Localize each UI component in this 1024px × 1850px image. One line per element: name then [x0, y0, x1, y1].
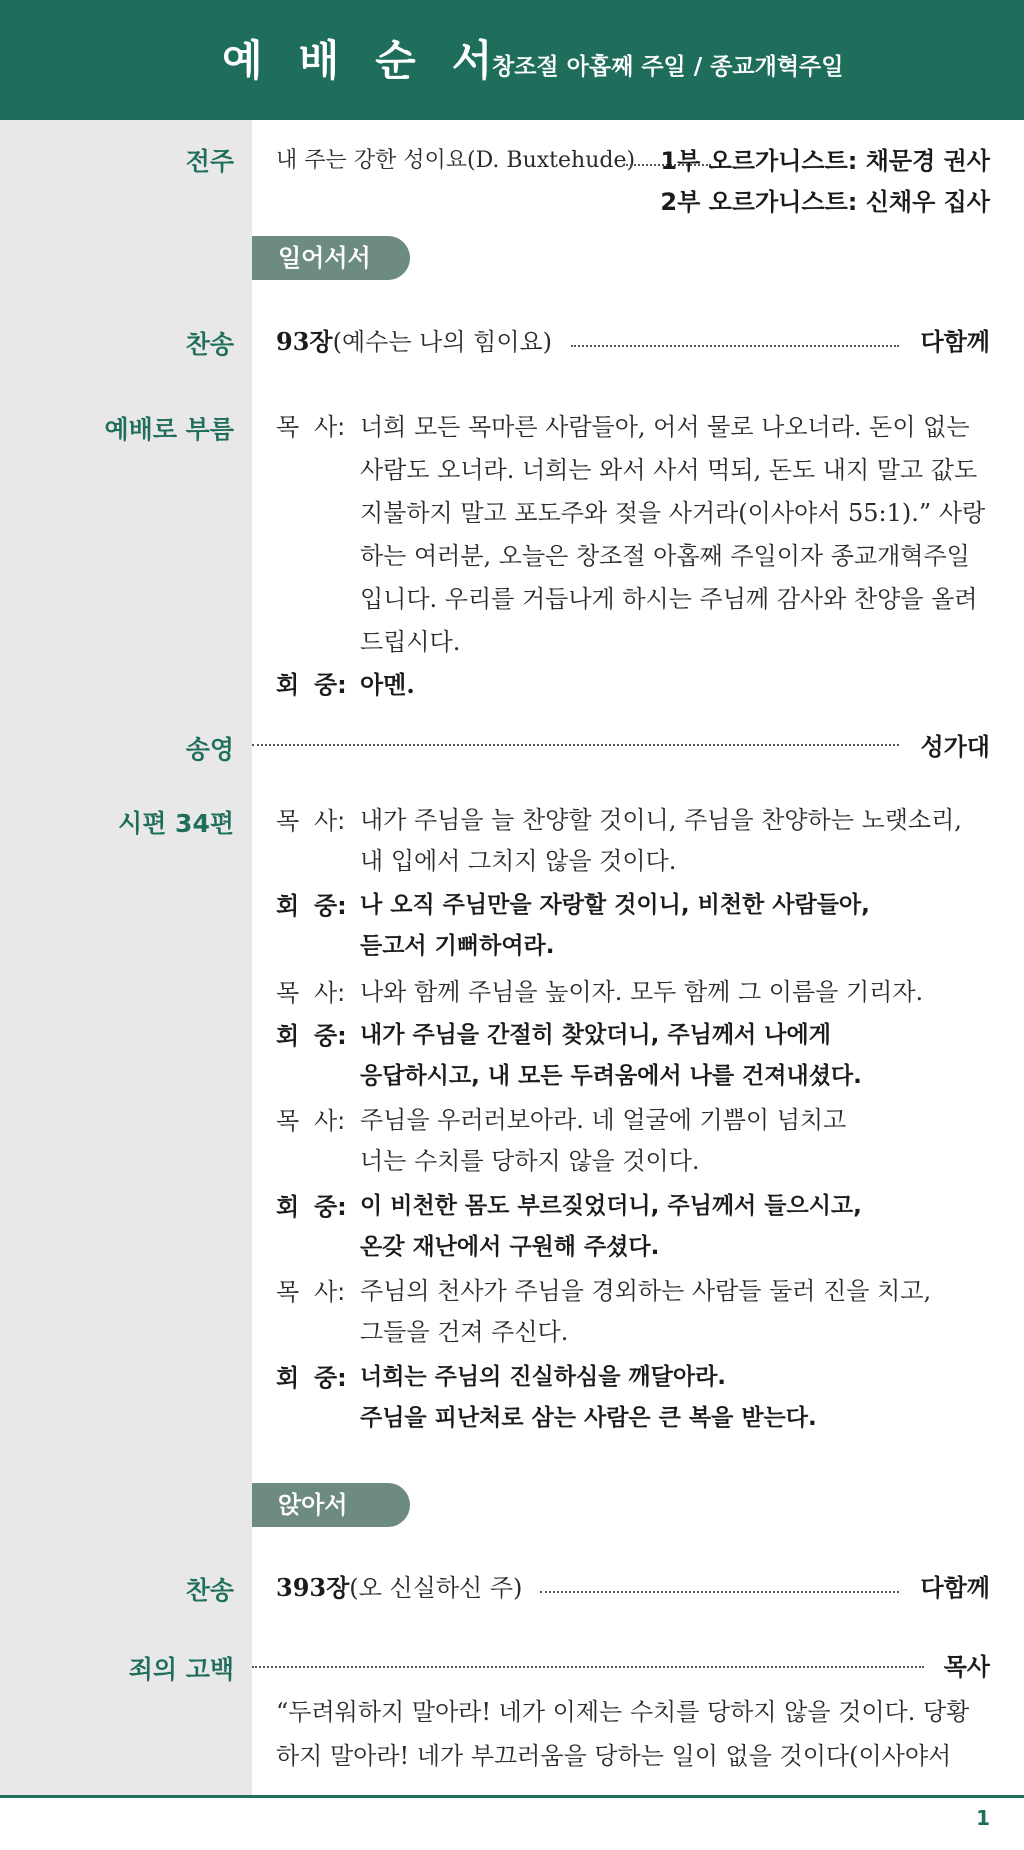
stand-indicator: 일어서서	[252, 236, 410, 280]
psalm-verse-pastor: 주님의 천사가 주님을 경외하는 사람들 둘러 진을 치고, 그들을 건져 주신다.	[360, 1277, 932, 1346]
role-pastor: 목 사:	[276, 1278, 346, 1306]
hymn-number: 93장	[276, 327, 333, 356]
psalm-verse-congregation: 나 오직 주님만을 자랑할 것이니, 비천한 사람들아, 듣고서 기뻐하여라.	[360, 892, 870, 959]
hymn-who: 다함께	[920, 1574, 990, 1602]
call-pastor-text: 너희 모든 목마른 사람들아, 어서 물로 나오너라. 돈이 없는 사람도 오너라. 너희는 와서 사서 먹되, 돈도 내지 말고 값도 지불하지 말고 포도주와 젖을 사거라(이사야서 55:1).” 사랑 하는 여러분, 오늘은 창조절 아홉째 주일이자 종교개혁주일 입니다. 우리를 거듭나게 하시는 주님께 감사와 찬양을 올려 드립시다.	[360, 413, 986, 656]
confession-who: 목사	[943, 1653, 990, 1681]
hymn-entry	[276, 321, 552, 363]
psalm-verse-congregation: 이 비천한 몸도 부르짖었더니, 주님께서 들으시고, 온갖 재난에서 구원해 주셨다.	[360, 1193, 862, 1260]
anthem-label: 송영	[185, 735, 234, 764]
header-bar	[0, 0, 1024, 120]
anthem-who: 성가대	[920, 733, 990, 761]
page-title: 예배순서	[222, 36, 529, 85]
page-number: 1	[976, 1806, 990, 1830]
role-pastor: 목 사:	[276, 807, 346, 835]
psalm-verse-pastor: 주님을 우러러보아라. 네 얼굴에 기쁨이 넘치고 너는 수치를 당하지 않을 것이다.	[360, 1106, 847, 1175]
call-congregation-text: 아멘.	[360, 670, 415, 699]
footer-rule	[0, 1795, 1024, 1798]
prelude-label: 전주	[185, 147, 234, 176]
label-column	[0, 120, 252, 1796]
role-congregation: 회 중:	[276, 671, 347, 699]
page-subtitle: 창조절 아홉째 주일 / 종교개혁주일	[492, 54, 844, 80]
leader-dots	[571, 345, 899, 347]
hymn-title: (오 신실하신 주)	[349, 1574, 523, 1602]
psalm-verse-pastor: 내가 주님을 늘 찬양할 것이니, 주님을 찬양하는 노랫소리, 내 입에서 그치지 않을 것이다.	[360, 806, 962, 875]
role-congregation: 회 중:	[276, 1022, 347, 1050]
hymn-label: 찬송	[185, 1576, 234, 1605]
hymn-who: 다함께	[920, 328, 990, 356]
psalm-verse-pastor: 나와 함께 주님을 높이자. 모두 함께 그 이름을 기리자.	[360, 978, 924, 1006]
call-to-worship-label: 예배로 부름	[104, 415, 234, 444]
hymn-entry	[276, 1567, 522, 1609]
leader-dots	[252, 744, 899, 746]
prelude-performer-1: 1부 오르가니스트: 채문경 권사	[660, 147, 990, 175]
prelude-title: 내 주는 강한 성이요(D. Buxtehude)	[276, 148, 636, 173]
confession-label: 죄의 고백	[128, 1655, 234, 1684]
hymn-label: 찬송	[185, 330, 234, 359]
role-congregation: 회 중:	[276, 1193, 347, 1221]
hymn-title: (예수는 나의 힘이요)	[332, 328, 553, 356]
psalm-verse-congregation: 너희는 주님의 진실하심을 깨달아라. 주님을 피난처로 삼는 사람은 큰 복을 받는다.	[360, 1364, 817, 1431]
confession-text: “두려워하지 말아라! 네가 이제는 수치를 당하지 않을 것이다. 당황 하지 말아라! 네가 부끄러움을 당하는 일이 없을 것이다(이사야서	[276, 1698, 970, 1770]
hymn-number: 393장	[276, 1573, 350, 1602]
prelude-performer-2: 2부 오르가니스트: 신채우 집사	[660, 188, 990, 216]
leader-dots	[540, 1591, 899, 1593]
sit-indicator: 앉아서	[252, 1483, 410, 1527]
psalm-label: 시편 34편	[118, 809, 234, 838]
role-congregation: 회 중:	[276, 1364, 347, 1392]
role-congregation: 회 중:	[276, 892, 347, 920]
role-pastor: 목 사:	[276, 1107, 346, 1135]
role-pastor: 목 사:	[276, 413, 346, 441]
leader-dots	[252, 1666, 924, 1668]
role-pastor: 목 사:	[276, 979, 346, 1007]
psalm-verse-congregation: 내가 주님을 간절히 찾았더니, 주님께서 나에게 응답하시고, 내 모든 두려움에서 나를 건져내셨다.	[360, 1022, 862, 1089]
